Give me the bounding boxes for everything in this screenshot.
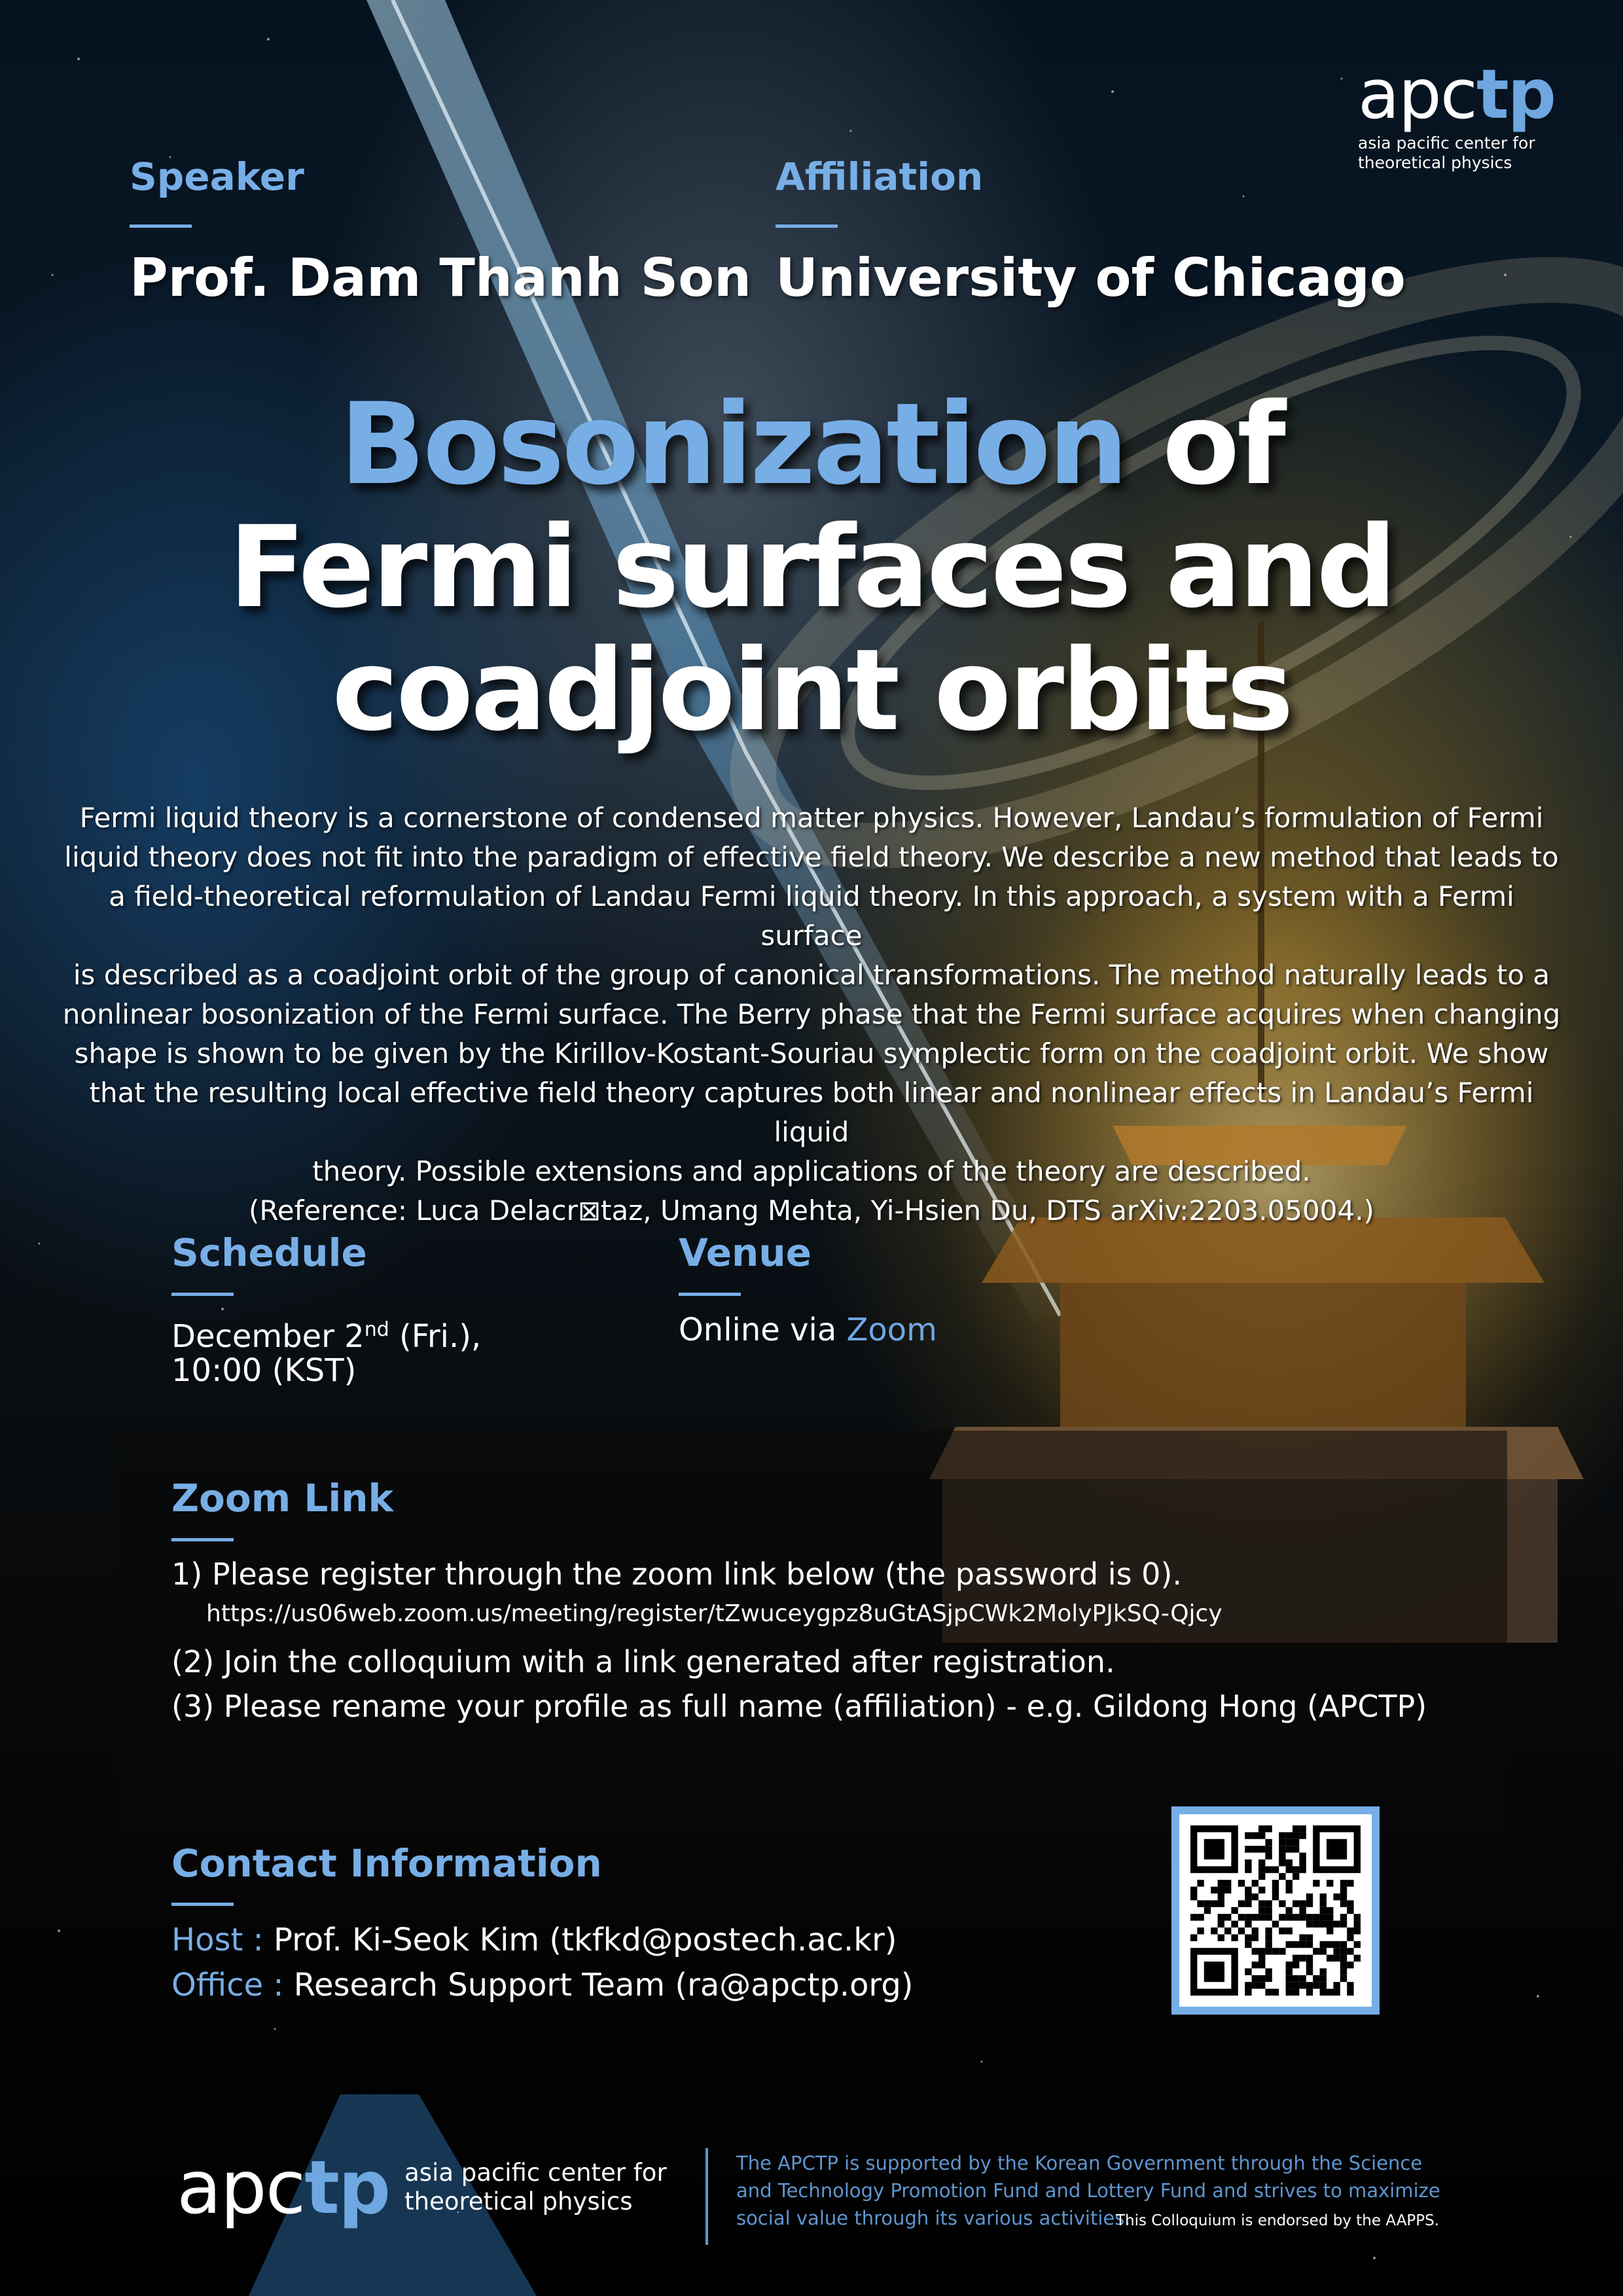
abstract-reference: (Reference: Luca Delacr⊠taz, Umang Mehta, Yi-Hsien Du, DTS arXiv:2203.05004.) (249, 1194, 1374, 1227)
office-label: Office : (171, 1967, 284, 2003)
title-line3: coadjoint orbits (332, 624, 1291, 756)
venue-label: Venue (679, 1230, 812, 1275)
title-line2: Fermi surfaces and (228, 501, 1395, 633)
abstract-line: shape is shown to be given by the Kirillov-Kostant-Souriau symplectic form on the coadjoint orbit. We show (74, 1037, 1549, 1069)
contact-office (171, 1964, 914, 2006)
venue-zoom-link[interactable]: Zoom (846, 1312, 937, 1348)
zoom-step-3: (3) Please rename your profile as full name (affiliation) - e.g. Gildong Hong (APCTP) (171, 1689, 1427, 1724)
footer-divider (705, 2148, 708, 2245)
abstract-line: theory. Possible extensions and applications of the theory are described. (312, 1155, 1311, 1187)
zoom-label: Zoom Link (171, 1476, 394, 1520)
schedule-day: (Fri.), (389, 1318, 482, 1355)
apctp-logo-footer (177, 2145, 667, 2231)
title-highlight: Bosonization (339, 378, 1126, 510)
affiliation-rule (776, 224, 838, 228)
abstract-line: nonlinear bosonization of the Fermi surface. The Berry phase that the Fermi surface acquires when changing (62, 998, 1561, 1030)
talk-title (0, 378, 1623, 756)
host-value: Prof. Ki-Seok Kim (tkfkd@postech.ac.kr) (263, 1922, 897, 1958)
footer-tagline-1: asia pacific center for (404, 2159, 667, 2187)
abstract-line: that the resulting local effective field theory captures both linear and nonlinear effects in Landau’s Fermi liquid (89, 1077, 1534, 1148)
footer-support-text: The APCTP is supported by the Korean Government through the Science and Technology Promotion Fund and Lottery Fund and strives to maximize social value through its various activities. (736, 2152, 1440, 2229)
affiliation-name: University of Chicago (776, 247, 1406, 308)
abstract-line: is described as a coadjoint orbit of the group of canonical transformations. The method naturally leads to a (73, 959, 1550, 991)
schedule-time: 10:00 (KST) (171, 1352, 357, 1389)
abstract (59, 798, 1564, 1230)
speaker-label: Speaker (130, 154, 304, 199)
footer-logo-word-accent: tp (304, 2145, 390, 2231)
footer-logo-word-plain: apc (177, 2145, 305, 2231)
footer-tagline-2: theoretical physics (404, 2187, 633, 2215)
zoom-step-2: (2) Join the colloquium with a link generated after registration. (171, 1644, 1115, 1679)
abstract-line: Fermi liquid theory is a cornerstone of condensed matter physics. However, Landau’s formulation of Fermi (79, 802, 1544, 834)
abstract-line: a field-theoretical reformulation of Landau Fermi liquid theory. In this approach, a system with a Fermi surface (109, 880, 1514, 952)
title-line1-rest: of (1126, 378, 1284, 510)
schedule-label: Schedule (171, 1230, 367, 1275)
zoom-rule (171, 1538, 234, 1541)
logo-tagline-1: asia pacific center for (1358, 134, 1535, 152)
apctp-logo-top (1358, 54, 1556, 173)
schedule-date-suffix-sup: nd (364, 1318, 389, 1341)
host-label: Host : (171, 1922, 264, 1958)
venue-prefix: Online via (679, 1312, 847, 1348)
logo-word-accent: tp (1476, 54, 1556, 134)
logo-word-plain: apc (1358, 54, 1476, 134)
contact-host (171, 1919, 897, 1961)
contact-label: Contact Information (171, 1841, 602, 1886)
speaker-name: Prof. Dam Thanh Son (130, 247, 752, 308)
zoom-step-1: 1) Please register through the zoom link below (the password is 0). (171, 1556, 1183, 1592)
logo-tagline-2: theoretical physics (1358, 153, 1512, 172)
schedule-date-text: December 2 (171, 1318, 365, 1355)
zoom-register-url[interactable]: https://us06web.zoom.us/meeting/register/tZwuceygpz8uGtASjpCWk2MolyPJkSQ-Qjcy (206, 1600, 1222, 1627)
speaker-rule (130, 224, 192, 228)
affiliation-label: Affiliation (776, 154, 984, 199)
footer-endorse-text: This Colloquium is endorsed by the AAPPS. (1116, 2212, 1440, 2229)
contact-rule (171, 1903, 234, 1906)
venue-rule (679, 1293, 741, 1296)
venue-text (679, 1309, 937, 1351)
schedule-rule (171, 1293, 234, 1296)
qr-code[interactable] (1171, 1806, 1380, 2015)
abstract-line: liquid theory does not fit into the paradigm of effective field theory. We describe a new method that leads to (64, 841, 1559, 873)
office-value: Research Support Team (ra@apctp.org) (283, 1967, 914, 2003)
